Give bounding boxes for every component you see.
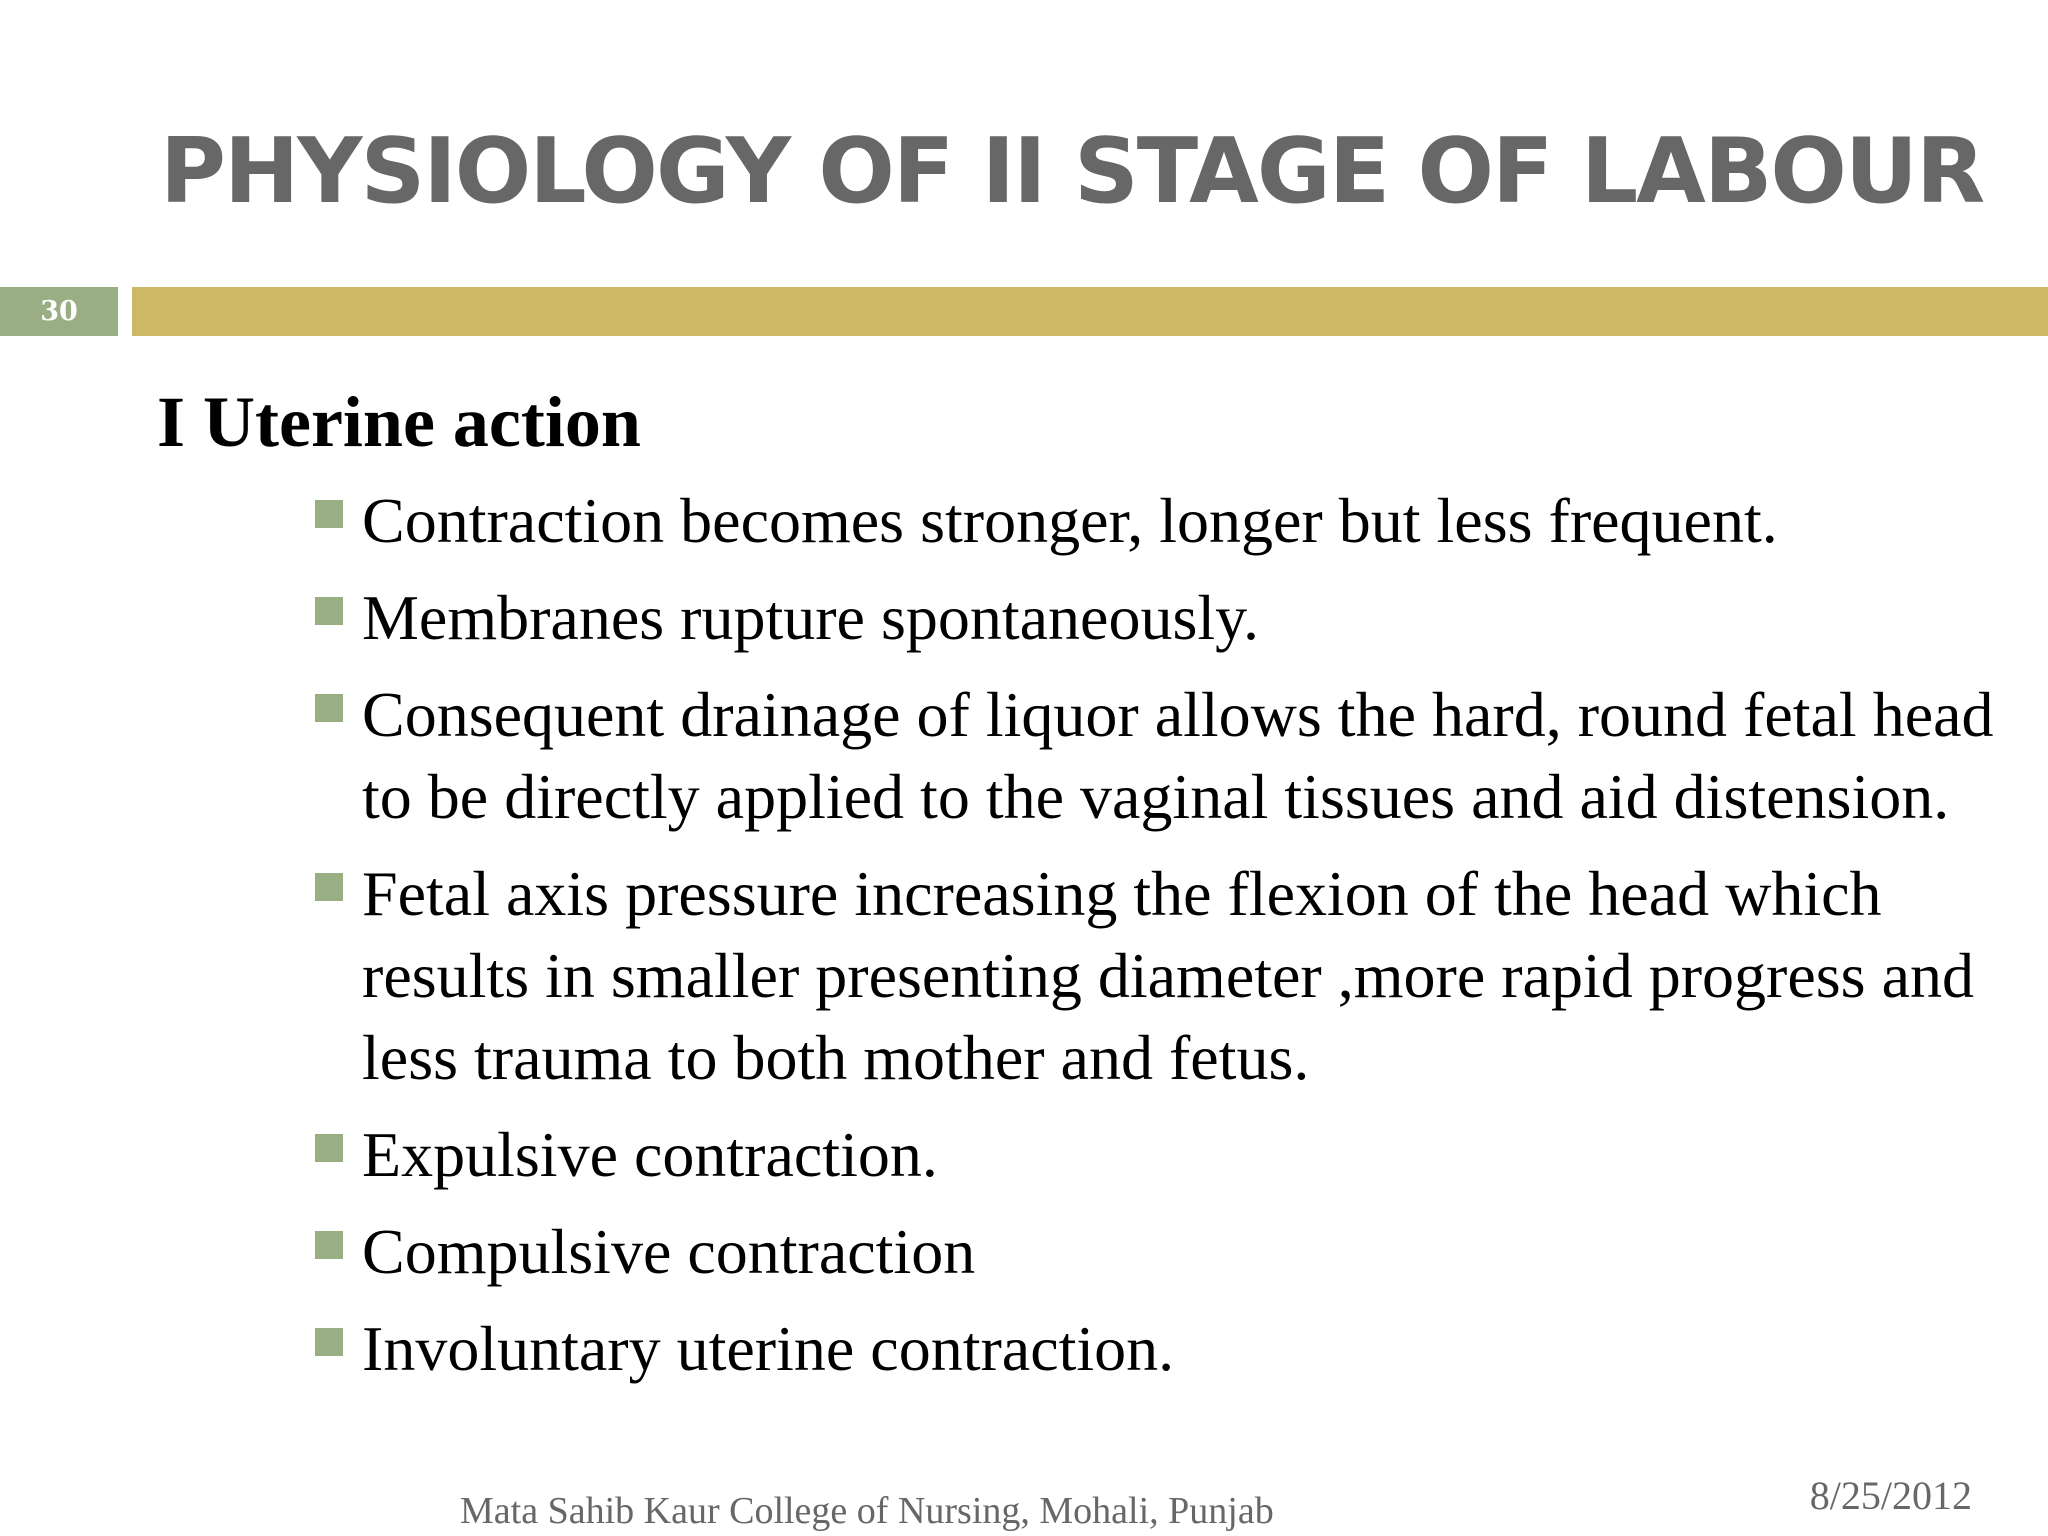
footer-date: 8/25/2012: [1809, 1473, 1972, 1518]
square-bullet-icon: [315, 500, 343, 528]
bullet-item: [315, 1114, 2035, 1196]
square-bullet-icon: [315, 1328, 343, 1356]
square-bullet-icon: [315, 873, 343, 901]
bullet-item: [315, 674, 2035, 838]
bullet-list: [315, 480, 2035, 1405]
bullet-text: Expulsive contraction.: [362, 1119, 938, 1190]
footer-organization: Mata Sahib Kaur College of Nursing, Mohali, Punjab: [460, 1490, 1274, 1532]
section-heading: I Uterine action: [157, 382, 641, 462]
bullet-item: [315, 1308, 2035, 1390]
slide-number-badge: 30: [0, 287, 118, 336]
bullet-item: [315, 480, 2035, 562]
square-bullet-icon: [315, 1134, 343, 1162]
bullet-item: [315, 1211, 2035, 1293]
square-bullet-icon: [315, 597, 343, 625]
square-bullet-icon: [315, 694, 343, 722]
square-bullet-icon: [315, 1231, 343, 1259]
bullet-text: Involuntary uterine contraction.: [362, 1313, 1175, 1384]
bullet-text: Membranes rupture spontaneously.: [362, 582, 1259, 653]
slide-title: PHYSIOLOGY OF II STAGE OF LABOUR: [160, 119, 1984, 224]
bullet-item: [315, 853, 2035, 1099]
bullet-text: Fetal axis pressure increasing the flexion of the head which results in smaller presenting diameter ,more rapid progress and less trauma to both mother and fetus.: [362, 858, 1974, 1093]
accent-bar: [132, 287, 2048, 336]
bullet-item: [315, 577, 2035, 659]
bullet-text: Consequent drainage of liquor allows the hard, round fetal head to be directly applied to the vaginal tissues and aid distension.: [362, 679, 1994, 832]
bullet-text: Contraction becomes stronger, longer but less frequent.: [362, 485, 1778, 556]
bullet-text: Compulsive contraction: [362, 1216, 976, 1287]
